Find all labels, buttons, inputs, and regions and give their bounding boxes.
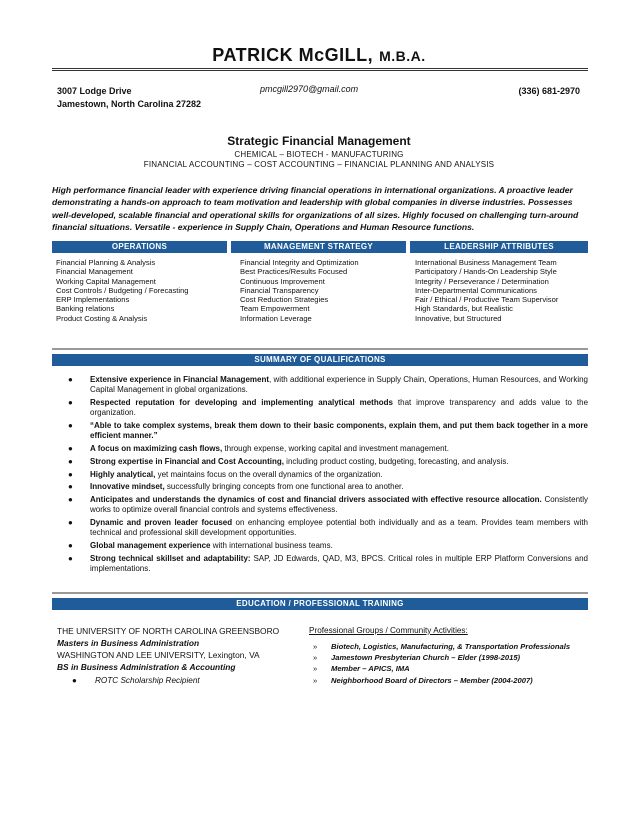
qualification-item: ● Respected reputation for developing and implementing analytical methods that improve transparency and adds value to the organization. — [68, 398, 589, 418]
list-item: Working Capital Management — [56, 276, 156, 286]
headline-disciplines: FINANCIAL ACCOUNTING – COST ACCOUNTING – FINANCIAL PLANNING AND ANALYSIS — [143, 160, 495, 169]
list-item: Fair / Ethical / Productive Team Supervisor — [415, 295, 559, 305]
list-item: International Business Management Team — [415, 258, 557, 267]
list-item: Inter-Departmental Communications — [415, 285, 537, 295]
qualification-item: ● Strong expertise in Financial and Cost Accounting, including product costing, budgeting, forecasting, and analysis. — [68, 456, 509, 466]
section-divider — [52, 348, 588, 350]
list-item: Participatory / Hands-On Leadership Style — [415, 267, 557, 277]
list-item: Financial Management — [56, 267, 133, 277]
list-item: Best Practices/Results Focused — [240, 267, 348, 277]
bullet-icon: ● — [68, 541, 73, 551]
header-rule — [52, 68, 588, 71]
rotc-bullet-icon: ● — [72, 676, 77, 685]
professional-groups — [309, 626, 570, 686]
leadership-attributes-list — [415, 258, 558, 323]
group-item: » Neighborhood Board of Directors – Member (2004-2007) — [313, 675, 533, 685]
groups-heading: Professional Groups / Community Activities: — [309, 626, 468, 635]
degree-1: Masters in Business Administration — [57, 638, 200, 648]
list-item: Financial Transparency — [240, 285, 319, 295]
bullet-icon: ● — [68, 375, 73, 384]
headline-title: Strategic Financial Management — [227, 134, 411, 148]
bullet-icon: ● — [68, 518, 73, 528]
management-strategy-list — [240, 258, 359, 323]
email-link[interactable]: pmcgill2970@gmail.com — [260, 84, 359, 94]
school-2: WASHINGTON AND LEE UNIVERSITY, Lexington, VA — [57, 650, 260, 660]
arrow-bullet-icon: » — [313, 642, 318, 651]
phone-number: (336) 681-2970 — [518, 86, 580, 96]
bullet-icon: ● — [68, 421, 73, 430]
bullet-icon: ● — [68, 482, 73, 492]
list-item: Product Costing & Analysis — [56, 313, 148, 323]
list-item: Continuous Improvement — [240, 276, 325, 286]
degree-text: M.B.A. — [379, 48, 426, 64]
qualification-item: ● Highly analytical, yet maintains focus on the overall dynamics of the organization. — [68, 469, 383, 479]
qualification-item: ● Dynamic and proven leader focused on enhancing employee potential both individually and as a team. Provides team members with technical and professional skill development opportunities. — [68, 518, 589, 538]
list-item: Cost Controls / Budgeting / Forecasting — [56, 285, 189, 295]
qualification-item: ● “Able to take complex systems, break them down to their basic components, explain them, and put them back together in a more efficient manner.” — [68, 421, 588, 441]
list-item: ERP Implementations — [56, 295, 130, 305]
management-strategy-heading: MANAGEMENT STRATEGY — [231, 241, 406, 253]
list-item: Information Leverage — [240, 313, 312, 323]
groups-list — [309, 641, 570, 686]
section-divider — [52, 592, 588, 594]
candidate-name — [0, 45, 638, 66]
bullet-icon: ● — [68, 456, 73, 466]
address-line-2: Jamestown, North Carolina 27282 — [57, 99, 202, 109]
arrow-bullet-icon: » — [313, 653, 318, 663]
list-item: High Standards, but Realistic — [415, 304, 513, 314]
qualifications-list — [64, 375, 588, 577]
summary-line: demonstrating a hands-on approach to team motivation and leadership with global companies in diverse industries. Possesses — [52, 197, 573, 208]
list-item: Cost Reduction Strategies — [240, 295, 329, 305]
operations-heading: OPERATIONS — [52, 241, 227, 253]
address-line-1: 3007 Lodge Drive — [57, 86, 132, 96]
degree-2: BS in Business Administration & Accounting — [57, 662, 236, 672]
education-heading: EDUCATION / PROFESSIONAL TRAINING — [52, 598, 588, 610]
arrow-bullet-icon: » — [313, 675, 318, 685]
group-item: » Jamestown Presbyterian Church – Elder (1998-2015) — [313, 653, 521, 663]
rotc-scholarship: ROTC Scholarship Recipient — [95, 676, 200, 685]
summary-paragraph — [52, 184, 588, 233]
summary-line: financial situations. Versatile - experience in Supply Chain, Operations and Human Resource functions. — [52, 221, 475, 232]
qualification-item: ● Anticipates and understands the dynamics of cost and financial drivers associated with effective resource allocation. Consistently works to optimize overall financial controls and systems effectiveness. — [68, 495, 589, 515]
qualifications-heading: SUMMARY OF QUALIFICATIONS — [52, 354, 588, 366]
qualification-item: ● Extensive experience in Financial Management, with additional experience in Supply Chain, Operations, Human Resources, and Working Capital Management in global organizations. — [68, 375, 589, 395]
list-item: Financial Integrity and Optimization — [240, 258, 359, 267]
summary-line: High performance financial leader with experience driving financial operations in international organizations. A proactive leader — [52, 185, 573, 195]
operations-list — [56, 258, 189, 323]
bullet-icon: ● — [68, 444, 73, 453]
qualification-item: ● A focus on maximizing cash flows, through expense, working capital and investment management. — [68, 444, 449, 453]
name-text: PATRICK McGILL, — [212, 45, 374, 65]
list-item: Team Empowerment — [240, 304, 310, 314]
group-item: » Biotech, Logistics, Manufacturing, & Transportation Professionals — [313, 642, 571, 651]
qualification-item: ● Strong technical skillset and adaptability: SAP, JD Edwards, QAD, M3, BPCS. Critical roles in multiple ERP Platform Conversions and implementations. — [68, 553, 588, 574]
group-item: » Member – APICS, IMA — [313, 664, 410, 674]
leadership-attributes-heading: LEADERSHIP ATTRIBUTES — [410, 241, 588, 253]
bullet-icon: ● — [68, 469, 73, 479]
bullet-icon: ● — [68, 553, 73, 563]
arrow-bullet-icon: » — [313, 664, 318, 674]
headline-industries: CHEMICAL – BIOTECH - MANUFACTURING — [234, 150, 404, 159]
school-1: THE UNIVERSITY OF NORTH CAROLINA GREENSBORO — [57, 626, 280, 636]
list-item: Banking relations — [56, 304, 115, 314]
list-item: Innovative, but Structured — [415, 313, 502, 323]
bullet-icon: ● — [68, 495, 73, 505]
bullet-icon: ● — [68, 398, 73, 407]
qualification-item: ● Global management experience with international business teams. — [68, 541, 333, 551]
summary-line: well-developed, scalable financial and operational skills for organizations of all sizes. Highly focused on challenging turn-around — [52, 209, 579, 220]
list-item: Financial Planning & Analysis — [56, 258, 156, 267]
list-item: Integrity / Perseverance / Determination — [415, 276, 549, 286]
qualification-item: ● Innovative mindset, successfully bringing concepts from one functional area to another. — [68, 482, 404, 492]
